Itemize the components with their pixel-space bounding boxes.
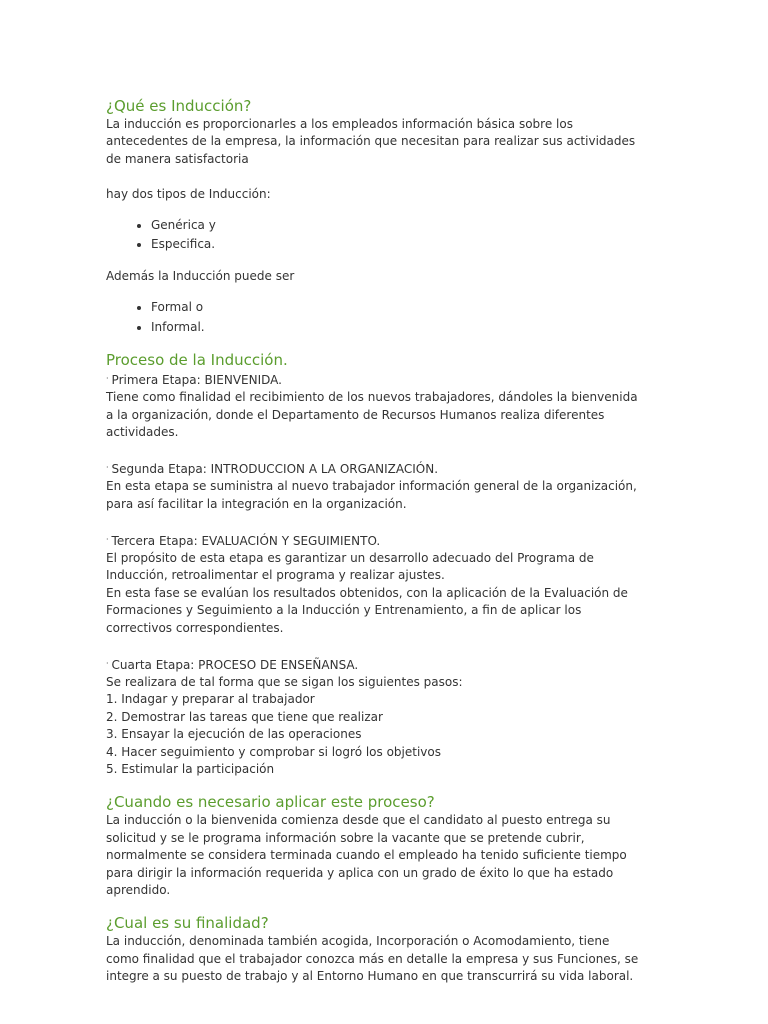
document-page xyxy=(106,96,646,986)
bullet-dot: · xyxy=(106,463,109,473)
paragraph-tipos-intro: hay dos tipos de Inducción: xyxy=(106,186,271,201)
heading-proceso-induccion: Proceso de la Inducción. xyxy=(106,351,288,370)
etapa3-text-1: El propósito de esta etapa es garantizar un desarrollo adecuado del Programa de Inducción, retroalimentar el programa y realizar ajustes. xyxy=(106,551,594,583)
bullet-dot: · xyxy=(106,658,109,668)
list-ademas xyxy=(106,299,646,336)
list-item: • Genérica y xyxy=(151,217,646,234)
list-item: • Formal o xyxy=(151,299,646,316)
list-tipos xyxy=(106,217,646,254)
etapa3-label: · Tercera Etapa: EVALUACIÓN Y SEGUIMIENTO. xyxy=(106,533,381,548)
heading-finalidad: ¿Cual es su finalidad? xyxy=(106,914,269,933)
etapa1-text: Tiene como finalidad el recibimiento de los nuevos trabajadores, dándoles la bienvenida a la organización, donde el Departamento de Recursos Humanos realiza diferentes actividades. xyxy=(106,390,638,440)
etapa2-text: En esta etapa se suministra al nuevo trabajador información general de la organización, para así facilitar la integración en la organización. xyxy=(106,479,637,511)
paso-item: 4. Hacer seguimiento y comprobar si logró los objetivos xyxy=(106,744,441,759)
paragraph-definicion: La inducción es proporcionarles a los empleados información básica sobre los antecedentes de la empresa, la información que necesitan para realizar sus actividades de manera satisfactoria xyxy=(106,117,636,166)
heading-cuando: ¿Cuando es necesario aplicar este proceso? xyxy=(106,793,435,812)
heading-que-es-induccion: ¿Qué es Inducción? xyxy=(106,97,252,115)
etapa1-label: · Primera Etapa: BIENVENIDA. xyxy=(106,373,282,388)
etapa2-label: · Segunda Etapa: INTRODUCCION A LA ORGANIZACIÓN. xyxy=(106,462,439,477)
paso-item: 2. Demostrar las tareas que tiene que realizar xyxy=(106,709,383,724)
etapa4-intro: Se realizara de tal forma que se sigan los siguientes pasos: xyxy=(106,674,463,689)
paso-item: 1. Indagar y preparar al trabajador xyxy=(106,692,315,707)
list-item: • Especifica. xyxy=(151,236,646,253)
list-item: • Informal. xyxy=(151,319,646,336)
bullet-dot: · xyxy=(106,374,109,384)
paragraph-finalidad: La inducción, denominada también acogida, Incorporación o Acomodamiento, tiene como finalidad que el trabajador conozca más en detalle la empresa y sus Funciones, se integre a su puesto de trabajo y al Entorno Humano en que transcurrirá su vida laboral. xyxy=(106,934,639,984)
etapa4-label: · Cuarta Etapa: PROCESO DE ENSEÑANSA. xyxy=(106,657,359,672)
bullet-dot: · xyxy=(106,534,109,544)
paso-item: 3. Ensayar la ejecución de las operaciones xyxy=(106,727,362,742)
paragraph-ademas-intro: Además la Inducción puede ser xyxy=(106,268,295,283)
paragraph-cuando: La inducción o la bienvenida comienza desde que el candidato al puesto entrega su solicitud y se le programa información sobre la vacante que se pretende cubrir, normalmente se considera terminada cuando el empleado ha tenido suficiente tiempo para dirigir la información requerida y aplica con un grado de éxito lo que ha estado aprendido. xyxy=(106,813,627,897)
paso-item: 5. Estimular la participación xyxy=(106,761,275,776)
etapa3-text-2: En esta fase se evalúan los resultados obtenidos, con la aplicación de la Evaluación de Formaciones y Seguimiento a la Inducción y Entrenamiento, a fin de aplicar los correctivos correspondientes. xyxy=(106,585,628,635)
